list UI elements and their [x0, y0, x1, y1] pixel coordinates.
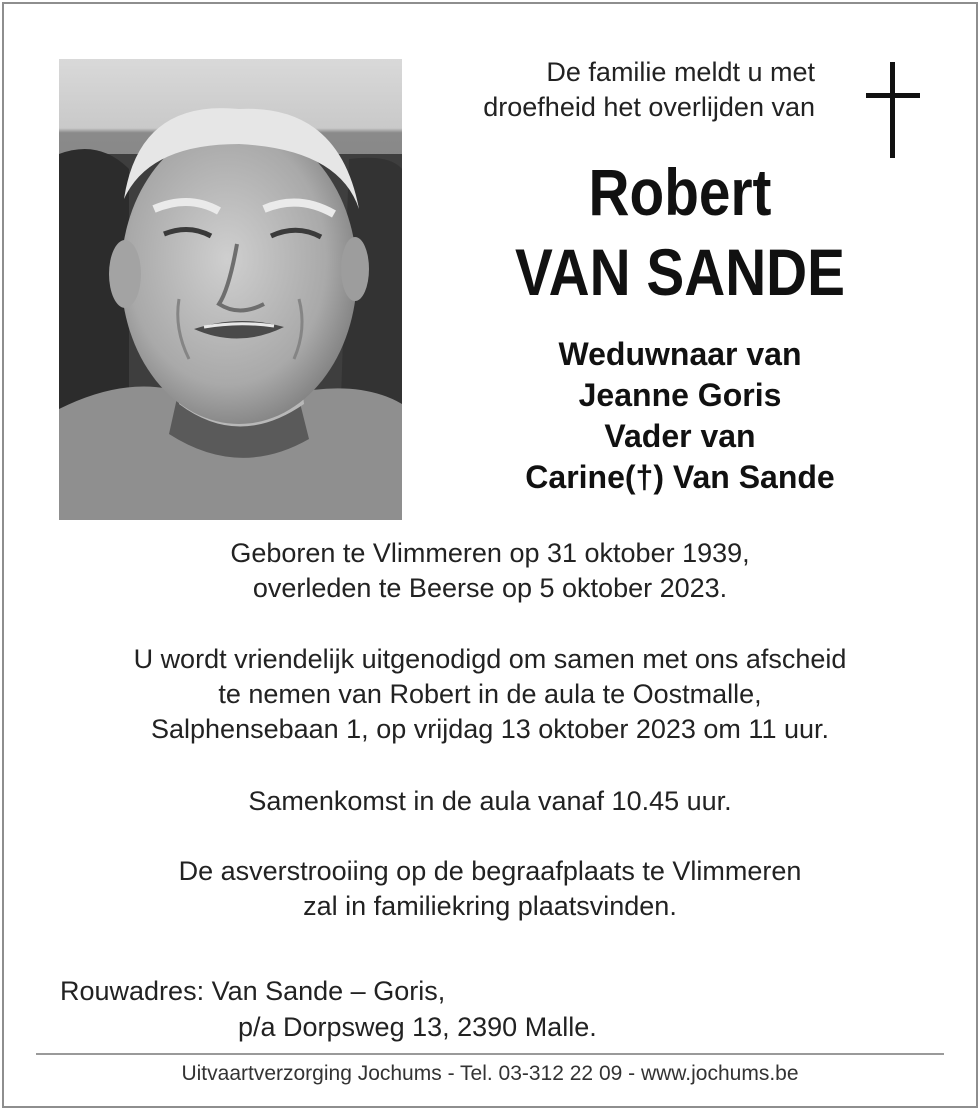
intro-line-1: De familie meldt u met: [546, 57, 815, 87]
relation-line-2: Jeanne Goris: [578, 377, 782, 413]
invitation-text: [40, 642, 940, 747]
latin-cross-icon: [864, 62, 922, 158]
relation-line-1: Weduwnaar van: [558, 336, 802, 372]
gathering-text: Samenkomst in de aula vanaf 10.45 uur.: [248, 786, 732, 816]
address-line-1: Rouwadres: Van Sande – Goris,: [60, 976, 446, 1006]
deceased-first-name: Robert: [588, 155, 772, 229]
intro-text: [400, 55, 815, 125]
portrait-photo: [59, 59, 402, 520]
footer-divider: [36, 1053, 944, 1055]
portrait-illustration: [59, 59, 402, 520]
scattering-line-1: De asverstrooiing op de begraafplaats te Vlimmeren: [178, 856, 802, 886]
mourning-address: [60, 973, 760, 1045]
relation-line-4: Carine(†) Van Sande: [525, 459, 835, 495]
invitation-line-1: U wordt vriendelijk uitgenodigd om samen met ons afscheid: [133, 644, 847, 674]
invitation-line-3: Salphensebaan 1, op vrijdag 13 oktober 2023 om 11 uur.: [151, 714, 829, 744]
birth-line: Geboren te Vlimmeren op 31 oktober 1939,: [230, 538, 750, 568]
funeral-home-footer: Uitvaartverzorging Jochums - Tel. 03-312 22 09 - www.jochums.be: [181, 1062, 799, 1085]
deceased-last-name: VAN SANDE: [514, 235, 846, 309]
intro-line-2: droefheid het overlijden van: [483, 92, 815, 122]
death-line: overleden te Beerse op 5 oktober 2023.: [252, 573, 728, 603]
birth-death-text: [40, 536, 940, 606]
scattering-text: [40, 854, 940, 924]
relation-line-3: Vader van: [604, 418, 756, 454]
address-line-2: p/a Dorpsweg 13, 2390 Malle.: [238, 1012, 597, 1042]
scattering-line-2: zal in familiekring plaatsvinden.: [303, 891, 677, 921]
relations-block: [440, 334, 920, 498]
invitation-line-2: te nemen van Robert in de aula te Oostmalle,: [218, 679, 762, 709]
